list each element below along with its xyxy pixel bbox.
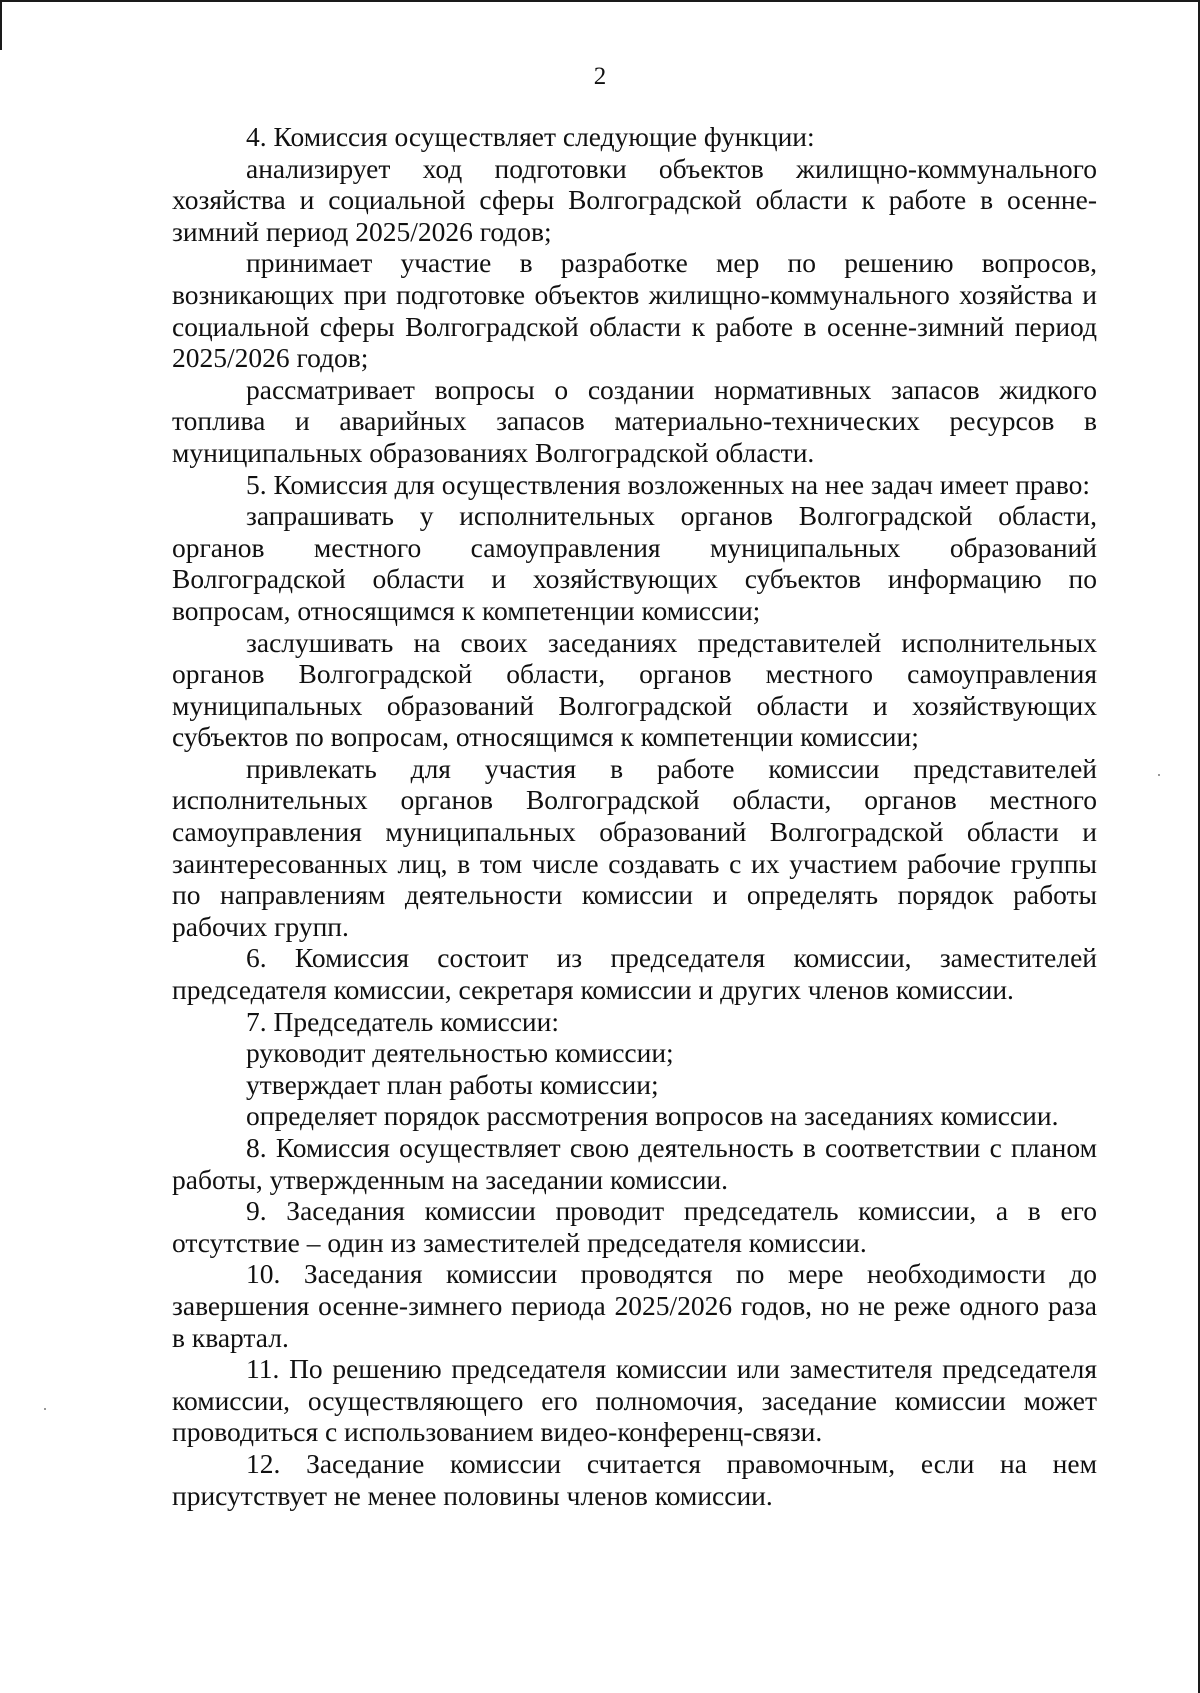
document-body (172, 121, 1097, 1511)
paragraph-11: 11. По решению председателя комиссии или заместителя председателя комиссии, осуществляющего его полномочия, заседание комиссии может проводиться с использованием видео-конференц-связи. (172, 1353, 1097, 1448)
paragraph-12: 12. Заседание комиссии считается правомочным, если на нем присутствует не менее половины членов комиссии. (172, 1447, 1097, 1511)
paragraph-5-item-3: привлекать для участия в работе комиссии представителей исполнительных органов Волгоградской области, органов местного самоуправления муниципальных образований Волгоградской области и заинтересованных лиц, в том числе создавать с их участием рабочие группы по направлениям деятельности комиссии и определять порядок работы рабочих групп. (172, 752, 1097, 942)
scan-left-border (0, 0, 2, 50)
paragraph-8: 8. Комиссия осуществляет свою деятельность в соответствии с планом работы, утвержденным на заседании комиссии. (172, 1132, 1097, 1195)
paragraph-7-item-3: определяет порядок рассмотрения вопросов на заседаниях комиссии. (246, 1100, 1059, 1132)
paragraph-4-item-3: рассматривает вопросы о создании нормативных запасов жидкого топлива и аварийных запасов материально-технических ресурсов в муниципальных образованиях Волгоградской области. (172, 373, 1097, 468)
paragraph-4-item-1: анализирует ход подготовки объектов жилищно-коммунального хозяйства и социальной сферы Волгоградской области к работе в осенне-зимний период 2025/2026 годов; (172, 152, 1097, 247)
paragraph-5-item-2: заслушивать на своих заседаниях представителей исполнительных органов Волгоградской области, органов местного самоуправления муниципальных образований Волгоградской области и хозяйствующих субъектов по вопросам, относящимся к компетенции комиссии; (172, 626, 1097, 753)
scan-speck (1158, 774, 1160, 776)
paragraph-6: 6. Комиссия состоит из председателя комиссии, заместителей председателя комиссии, секретаря комиссии и других членов комиссии. (172, 942, 1097, 1006)
scan-speck (44, 1408, 46, 1410)
paragraph-7-item-1: руководит деятельностью комиссии; (246, 1037, 674, 1069)
paragraph-5-heading: 5. Комиссия для осуществления возложенных на нее задач имеет право: (246, 468, 1091, 500)
paragraph-7-item-2: утверждает план работы комиссии; (246, 1068, 659, 1100)
scan-top-border (0, 0, 1200, 2)
paragraph-4-item-2: принимает участие в разработке мер по решению вопросов, возникающих при подготовке объектов жилищно-коммунального хозяйства и социальной сферы Волгоградской области к работе в осенне-зимний период 2025/2026 годов; (172, 247, 1097, 374)
paragraph-4-heading: 4. Комиссия осуществляет следующие функции: (246, 121, 815, 152)
page-number: 2 (593, 63, 607, 90)
paragraph-5-item-1: запрашивать у исполнительных органов Волгоградской области, органов местного самоуправления муниципальных образований Волгоградской области и хозяйствующих субъектов информацию по вопросам, относящимся к компетенции комиссии; (172, 500, 1097, 626)
paragraph-7-heading: 7. Председатель комиссии: (246, 1005, 559, 1037)
paragraph-9: 9. Заседания комиссии проводит председатель комиссии, а в его отсутствие – один из заместителей председателя комиссии. (172, 1195, 1097, 1258)
paragraph-10: 10. Заседания комиссии проводятся по мере необходимости до завершения осенне-зимнего периода 2025/2026 годов, но не реже одного раза в квартал. (172, 1258, 1097, 1353)
